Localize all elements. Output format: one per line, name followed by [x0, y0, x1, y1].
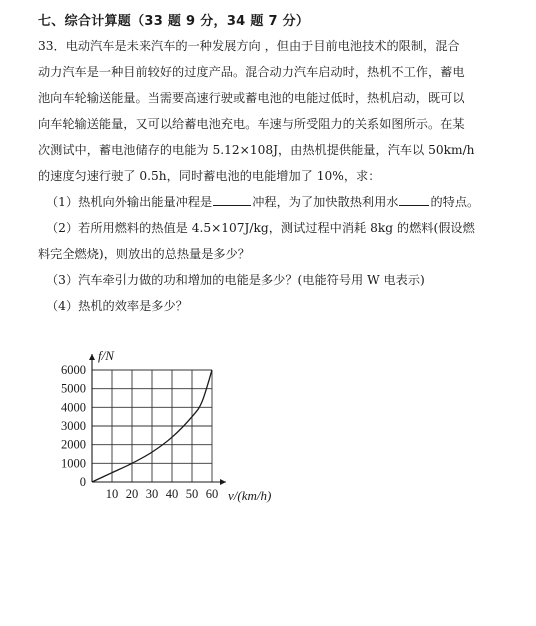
x-tick-label: 10 — [105, 487, 119, 501]
section-title: 七、综合计算题（33 题 9 分，34 题 7 分） — [38, 14, 310, 29]
x-axis-arrow — [220, 479, 226, 485]
y-tick-label: 0 — [79, 475, 86, 489]
question-line-5: 次测试中，蓄电池储存的电能为 5.12×108J，由热机提供能量，汽车以 50km/h — [38, 143, 475, 157]
question-line-1: 33．电动汽车是未来汽车的一种发展方向 ，但由于目前电池技术的限制，混合 — [38, 39, 460, 53]
resistance-speed-chart — [40, 330, 300, 510]
question-part-2-line-1: （2）若所用燃料的热值是 4.5×107J/kg，测试过程中消耗 8kg 的燃料(假设燃 — [46, 221, 475, 235]
question-line-3: 池向车轮输送能量。当需要高速行驶或蓄电池的电能过低时，热机启动，既可以 — [38, 91, 465, 105]
y-tick-label: 1000 — [61, 456, 86, 471]
answer-blank-1[interactable] — [213, 195, 251, 206]
y-axis-arrow — [89, 354, 95, 360]
chart-y-ticks — [61, 363, 86, 489]
chart-x-ticks — [106, 487, 219, 501]
y-tick-label: 5000 — [61, 381, 86, 396]
question-part-4: （4）热机的效率是多少？ — [46, 299, 188, 313]
y-axis-label: f/N — [98, 348, 114, 363]
x-axis-label: v/(km/h) — [228, 488, 272, 503]
y-tick-label: 4000 — [61, 400, 86, 415]
x-tick-label: 40 — [165, 487, 179, 501]
x-tick-label: 60 — [205, 487, 219, 501]
part-1-text-after: 的特点。 — [430, 195, 480, 209]
part-1-text-middle: 冲程，为了加快散热利用水 — [252, 195, 399, 209]
y-tick-label: 6000 — [61, 363, 86, 377]
x-tick-label: 20 — [125, 487, 139, 501]
chart-grid — [92, 370, 212, 482]
question-part-1 — [46, 194, 508, 210]
answer-blank-2[interactable] — [399, 195, 429, 206]
y-tick-label: 3000 — [61, 419, 86, 433]
y-tick-label: 2000 — [61, 437, 86, 452]
question-part-3: （3）汽车牵引力做的功和增加的电能是多少？(电能符号用 W 电表示) — [46, 273, 425, 287]
part-1-text-before: （1）热机向外输出能量冲程是 — [46, 195, 213, 209]
question-line-4: 向车轮输送能量，又可以给蓄电池充电。车速与所受阻力的关系如图所示。在某 — [38, 117, 465, 131]
chart-axes — [89, 354, 226, 485]
x-tick-label: 50 — [185, 487, 199, 501]
question-line-2: 动力汽车是一种目前较好的过度产品。混合动力汽车启动时，热机不工作，蓄电 — [38, 65, 465, 79]
question-line-6: 的速度匀速行驶了 0.5h，同时蓄电池的电能增加了 10%，求： — [38, 169, 381, 183]
x-tick-label: 30 — [145, 487, 159, 501]
question-part-2-line-2: 料完全燃烧)，则放出的总热量是多少？ — [38, 247, 250, 261]
